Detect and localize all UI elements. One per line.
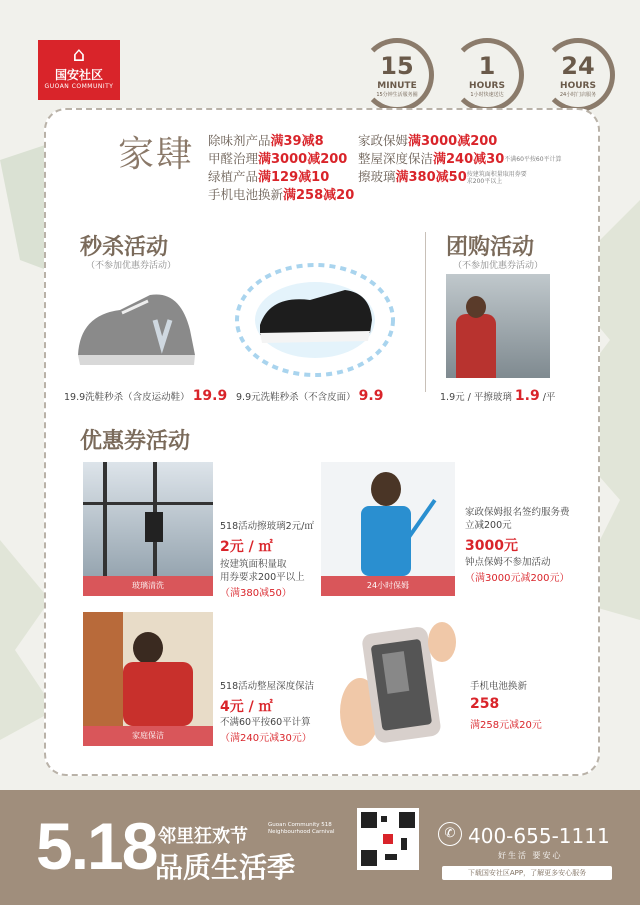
- price: 9.9: [358, 388, 384, 404]
- coupon-note: （满3000元减200元）: [465, 573, 570, 584]
- deal-line: [208, 130, 324, 149]
- group-buy-subtitle: （不参加优惠券活动）: [453, 261, 544, 271]
- deal-highlight: 满129减10: [258, 170, 330, 185]
- phone-battery-photo: [330, 612, 460, 752]
- coupon-line: 按建筑面积量取: [220, 559, 287, 570]
- clock-unit: MINUTE: [377, 81, 417, 91]
- deal-highlight: 满39减8: [270, 134, 324, 149]
- coupon-line: 用券要求200平以上: [220, 572, 305, 583]
- deal-text: 甲醛治理: [208, 151, 259, 166]
- coupon-line: 518活动擦玻璃2元/㎡: [220, 521, 314, 532]
- slogan: 好生活 要安心: [498, 851, 563, 860]
- deal-line: [208, 166, 329, 185]
- logo-english: GUOAN COMMUNITY: [44, 83, 114, 90]
- deal-text: 除味剂产品: [208, 133, 271, 148]
- clock-badge-15min: [360, 38, 434, 112]
- deal-text: 家政保姆: [358, 133, 409, 148]
- flash-sale-title: 秒杀活动: [80, 235, 169, 260]
- qr-code-icon[interactable]: [357, 808, 419, 870]
- clock-unit: HOURS: [560, 81, 596, 91]
- group-buy-title: 团购活动: [446, 235, 535, 260]
- housekeeper-photo: [321, 462, 455, 596]
- caption-text: 1.9元 / 平擦玻璃: [440, 392, 512, 403]
- coupon-line: 518活动整屋深度保洁: [220, 681, 315, 692]
- coupon-note: （满380减50）: [220, 588, 292, 599]
- coupon-price: 3000元: [465, 538, 518, 554]
- clock-number: 24: [561, 52, 595, 80]
- deal-line: [358, 130, 497, 149]
- deal-text: 擦玻璃: [358, 169, 396, 184]
- deal-highlight: 满380减50: [395, 170, 467, 185]
- caption-text: 19.9洗鞋秒杀（含皮运动鞋）: [64, 392, 190, 403]
- hotline-number[interactable]: 400-655-1111: [468, 824, 610, 848]
- glass-cleaning-photo: [83, 462, 213, 596]
- clock-caption: 1小时快速送达: [470, 92, 504, 98]
- flash-sale-subtitle: （不参加优惠券活动）: [86, 261, 177, 271]
- download-app-link[interactable]: 下载国安社区APP，了解更多安心服务: [442, 866, 612, 880]
- deal-note: 不满60平按60平计算: [504, 156, 562, 163]
- clock-badge-24h: [541, 38, 615, 112]
- price-unit: /平: [542, 392, 556, 403]
- phone-icon: ✆: [438, 822, 462, 846]
- coupon-line: 钟点保姆不参加活动: [465, 557, 551, 568]
- deal-line: [208, 148, 347, 167]
- deal-note: 按建筑面积量取用券要求200平以上: [466, 170, 527, 185]
- deal-line: [208, 184, 354, 203]
- group-item-caption: [440, 388, 555, 404]
- canvas-shoe-water-image: [230, 255, 400, 385]
- clock-badge-1h: [450, 38, 524, 112]
- flash-item-caption: [64, 388, 227, 404]
- coupon-price: 258: [470, 696, 500, 712]
- coupon-line: 立减200元: [465, 520, 512, 531]
- price: 1.9: [514, 388, 540, 404]
- sneaker-image: [70, 275, 200, 375]
- house-icon: ⌂: [72, 42, 86, 66]
- caption-text: 9.9元洗鞋秒杀（不含皮面）: [236, 392, 356, 403]
- photo-label: 家庭保洁: [83, 726, 213, 746]
- price: 19.9: [192, 388, 228, 404]
- coupon-note: （满240元减30元）: [220, 733, 312, 744]
- coupon-line: 家政保姆报名签约服务费: [465, 507, 570, 518]
- clock-number: 15: [380, 52, 414, 80]
- deal-highlight: 满3000减200: [258, 152, 348, 167]
- clock-caption: 15分钟生活服务圈: [376, 92, 418, 98]
- home-cleaning-photo: [83, 612, 213, 746]
- coupon-price: 2元 / ㎡: [220, 539, 273, 555]
- deal-line: [358, 166, 531, 185]
- carnival-title-en: Guoan Community 518 Neighbourhood Carnival: [268, 822, 335, 835]
- photo-label: 24小时保姆: [321, 576, 455, 596]
- section-divider: [425, 232, 426, 392]
- guoan-logo: [38, 40, 120, 100]
- deal-text: 整屋深度保洁: [358, 151, 434, 166]
- footer-banner: [0, 790, 640, 905]
- carnival-title: 邻里狂欢节: [158, 826, 248, 847]
- deal-highlight: 满258减20: [283, 188, 355, 203]
- clock-unit: HOURS: [469, 81, 505, 91]
- coupon-price: 4元 / ㎡: [220, 699, 273, 715]
- deal-highlight: 满240减30: [433, 152, 505, 167]
- season-title: 品质生活季: [155, 851, 296, 884]
- deal-highlight: 满3000减200: [408, 134, 498, 149]
- window-cleaning-photo: [446, 274, 550, 378]
- clock-number: 1: [478, 52, 496, 80]
- coupon-line: 不满60平按60平计算: [220, 717, 311, 728]
- coupon-title: 优惠券活动: [80, 429, 191, 454]
- deal-line: [358, 148, 564, 167]
- deal-text: 手机电池换新: [208, 187, 284, 202]
- jiashi-title: 家肆: [118, 134, 195, 175]
- deal-text: 绿植产品: [208, 169, 259, 184]
- clock-caption: 24小时门店服务: [559, 92, 597, 98]
- logo-name: 国安社区: [54, 68, 103, 82]
- 518-logo: 5.18: [36, 809, 157, 883]
- coupon-line: 手机电池换新: [470, 681, 528, 692]
- photo-label: 玻璃清洗: [83, 576, 213, 596]
- flash-item-caption: [236, 388, 383, 404]
- coupon-note: 满258元减20元: [470, 720, 542, 731]
